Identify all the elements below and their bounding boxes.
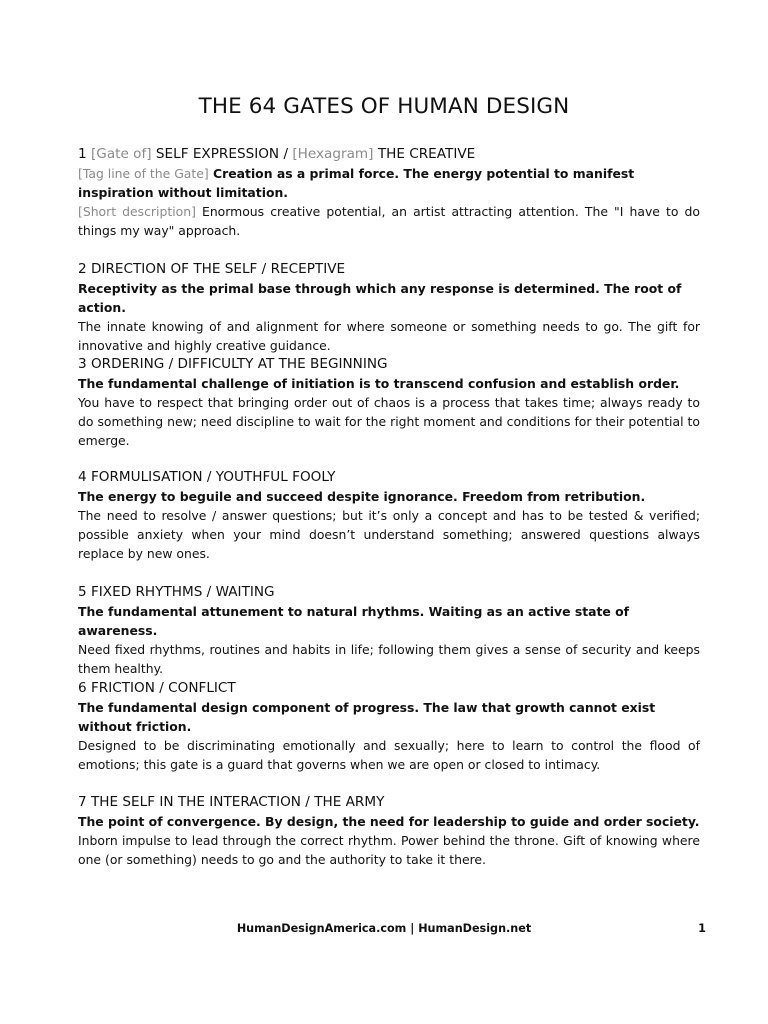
gate-heading: 6 FRICTION / CONFLICT (78, 680, 236, 696)
gate-description: The innate knowing of and alignment for where someone or something needs to go. The gift for innovative and highly creative guidance. (78, 319, 700, 353)
gate-description: Inborn impulse to lead through the correct rhythm. Power behind the throne. Gift of knowing where one (or something) needs to go and the authority to take it there. (78, 833, 700, 867)
gate-heading: 3 ORDERING / DIFFICULTY AT THE BEGINNING (78, 356, 388, 372)
gate-entry-3 (78, 355, 700, 450)
gate-tagline: The energy to beguile and succeed despite ignorance. Freedom from retribution. (78, 489, 646, 504)
gate-entry-1 (78, 145, 700, 240)
page-number: 1 (698, 922, 706, 935)
gate-description: Need fixed rhythms, routines and habits in life; following them gives a sense of security and keeps them healthy. (78, 642, 700, 676)
gate-entry-6 (78, 679, 700, 774)
gate-entry-5 (78, 583, 700, 678)
footer-links: HumanDesignAmerica.com | HumanDesign.net (236, 922, 532, 935)
gate-tagline: The fundamental challenge of initiation is to transcend confusion and establish order. (78, 376, 680, 391)
hexagram-label: [Hexagram] (292, 146, 374, 162)
gate-heading: 7 THE SELF IN THE INTERACTION / THE ARMY (78, 794, 385, 810)
gate-tagline (78, 164, 700, 202)
gate-tagline: The fundamental design component of progress. The law that growth cannot exist without friction. (78, 700, 656, 734)
gate-entry-7 (78, 793, 700, 869)
gate-number: 1 (78, 146, 87, 162)
gate-description: The need to resolve / answer questions; but it’s only a concept and has to be tested & verified; possible anxiety when your mind doesn’t understand something; answered questions always replace by new ones. (78, 508, 700, 561)
gate-of-label: [Gate of] (90, 146, 152, 162)
heading-separator: / (283, 146, 289, 162)
gate-heading: 5 FIXED RHYTHMS / WAITING (78, 584, 275, 600)
gate-tagline-text: Creation as a primal force. The energy potential to manifest inspiration without limitation. (78, 166, 635, 200)
gate-description-text: Enormous creative potential, an artist attracting attention. The "I have to do things my way" approach. (78, 204, 700, 238)
gate-tagline: The point of convergence. By design, the need for leadership to guide and order society. (78, 814, 700, 829)
gate-heading (78, 145, 700, 164)
short-description-label: [Short description] (78, 204, 196, 219)
gate-heading: 2 DIRECTION OF THE SELF / RECEPTIVE (78, 261, 346, 277)
gate-tagline: Receptivity as the primal base through which any response is determined. The root of action. (78, 281, 682, 315)
tag-line-label: [Tag line of the Gate] (78, 166, 209, 181)
gate-entry-2 (78, 260, 700, 355)
gate-entry-4 (78, 468, 700, 563)
gate-tagline: The fundamental attunement to natural rhythms. Waiting as an active state of awareness. (78, 604, 630, 638)
document-title: THE 64 GATES OF HUMAN DESIGN (198, 94, 570, 119)
gate-name: SELF EXPRESSION (155, 146, 280, 162)
gate-description: You have to respect that bringing order out of chaos is a process that takes time; always ready to do something new; need discipline to wait for the right moment and conditions for their potential to emerge. (78, 395, 700, 448)
gate-description: Designed to be discriminating emotionally and sexually; here to learn to control the flood of emotions; this gate is a guard that governs when we are open or closed to intimacy. (78, 738, 700, 772)
gate-heading: 4 FORMULISATION / YOUTHFUL FOOLY (78, 469, 336, 485)
gate-description (78, 202, 700, 240)
hexagram-name: THE CREATIVE (377, 146, 476, 162)
